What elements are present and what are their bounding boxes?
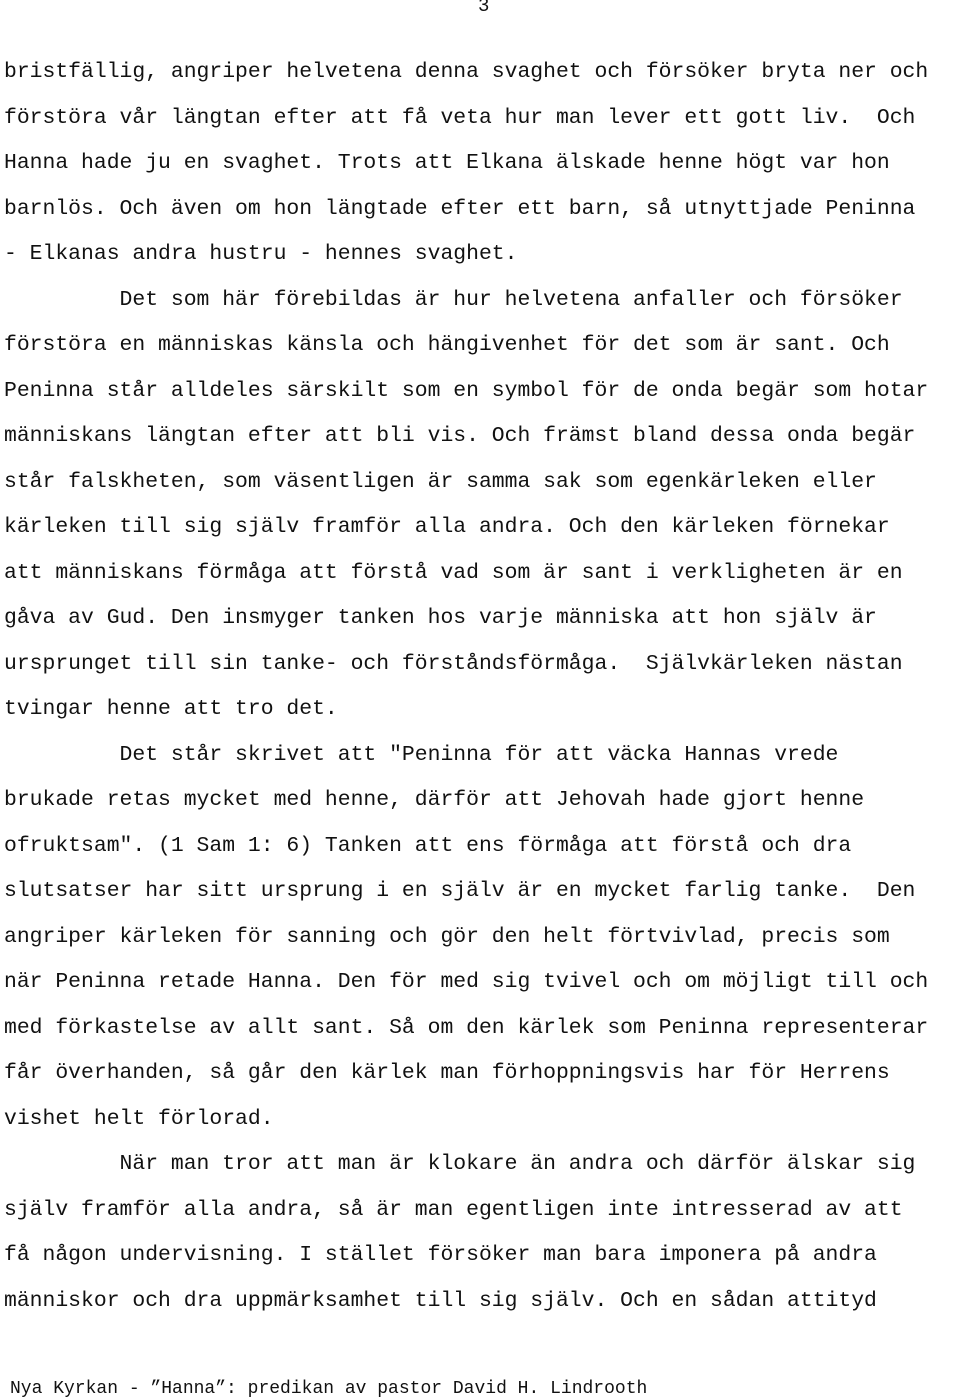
text-line-16: Det står skrivet att "Peninna för att väcka Hannas vrede bbox=[4, 742, 839, 767]
text-line-11: kärleken till sig själv framför alla andra. Och den kärleken förnekar bbox=[4, 515, 890, 539]
text-line-3: Hanna hade ju en svaghet. Trots att Elkana älskade henne högt var hon bbox=[4, 151, 890, 175]
text-line-13: gåva av Gud. Den insmyger tanken hos varje människa att hon själv är bbox=[4, 606, 877, 630]
text-line-25: När man tror att man är klokare än andra och därför älskar sig bbox=[4, 1152, 916, 1176]
text-line-12: att människans förmåga att förstå vad som är sant i verkligheten är en bbox=[4, 560, 903, 585]
text-line-5: - Elkanas andra hustru - hennes svaghet. bbox=[4, 242, 518, 266]
text-line-14: ursprunget till sin tanke- och förståndsförmåga. Självkärleken nästan bbox=[4, 651, 903, 676]
text-line-4: barnlös. Och även om hon längtade efter ett barn, så utnyttjade Peninna bbox=[4, 196, 916, 221]
text-line-9: människans längtan efter att bli vis. Och främst bland dessa onda begär bbox=[4, 424, 916, 448]
text-line-6: Det som här förebildas är hur helvetena anfaller och försöker bbox=[4, 287, 903, 312]
text-line-10: står falskheten, som väsentligen är samma sak som egenkärleken eller bbox=[4, 469, 877, 494]
text-line-23: får överhanden, så går den kärlek man förhoppningsvis har för Herrens bbox=[4, 1061, 890, 1085]
page-number: 3 bbox=[478, 0, 490, 17]
text-line-21: när Peninna retade Hanna. Den för med sig tvivel och om möjligt till och bbox=[4, 970, 929, 994]
text-line-8: Peninna står alldeles särskilt som en symbol för de onda begär som hotar bbox=[4, 378, 929, 403]
body-text bbox=[4, 60, 960, 1334]
page-footer: Nya Kyrkan - ”Hanna”: predikan av pastor David H. Lindrooth bbox=[10, 1379, 648, 1399]
text-line-19: slutsatser har sitt ursprung i en själv är en mycket farlig tanke. Den bbox=[4, 879, 916, 903]
text-line-24: vishet helt förlorad. bbox=[4, 1106, 274, 1131]
text-line-7: förstöra en människas känsla och hängivenhet för det som är sant. Och bbox=[4, 333, 890, 357]
text-line-27: få någon undervisning. I stället försöker man bara imponera på andra bbox=[4, 1243, 877, 1267]
text-line-22: med förkastelse av allt sant. Så om den kärlek som Peninna representerar bbox=[4, 1015, 929, 1040]
text-line-1: bristfällig, angriper helvetena denna svaghet och försöker bryta ner och bbox=[4, 60, 929, 84]
text-line-15: tvingar henne att tro det. bbox=[4, 697, 338, 721]
text-line-18: ofruktsam". (1 Sam 1: 6) Tanken att ens förmåga att förstå och dra bbox=[4, 833, 852, 858]
text-line-2: förstöra vår längtan efter att få veta hur man lever ett gott liv. Och bbox=[4, 105, 916, 130]
text-line-17: brukade retas mycket med henne, därför att Jehovah hade gjort henne bbox=[4, 788, 865, 812]
text-line-20: angriper kärleken för sanning och gör den helt förtvivlad, precis som bbox=[4, 924, 890, 949]
text-line-26: själv framför alla andra, så är man egentligen inte intresserad av att bbox=[4, 1197, 903, 1222]
text-line-28: människor och dra uppmärksamhet till sig själv. Och en sådan attityd bbox=[4, 1288, 877, 1313]
